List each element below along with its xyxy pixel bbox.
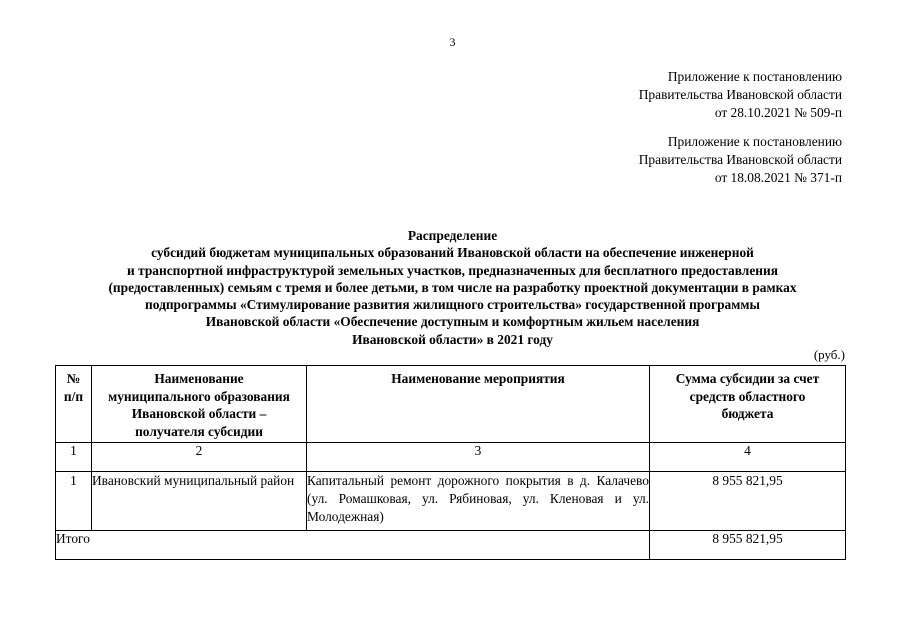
title-line: субсидий бюджетам муниципальных образований Ивановской области на обеспечение инженерной xyxy=(151,245,754,261)
appendix-line: Приложение к постановлению xyxy=(667,69,842,84)
total-amount: 8 955 821,95 xyxy=(650,531,846,560)
appendix-line: от 18.08.2021 № 371-п xyxy=(714,170,842,185)
table-row xyxy=(56,472,846,531)
appendix-line: от 28.10.2021 № 509-п xyxy=(714,105,842,120)
row-municipality: Ивановский муниципальный район xyxy=(92,472,307,531)
column-number-row xyxy=(56,443,846,472)
appendix-line: Правительства Ивановской области xyxy=(638,87,842,102)
document-title xyxy=(45,227,860,348)
appendix-line: Приложение к постановлению xyxy=(667,134,842,149)
row-activity: Капитальный ремонт дорожного покрытия в д. Калачево (ул. Ромашковая, ул. Рябиновая, ул. Кленовая и ул. Молодежная) xyxy=(307,472,650,531)
header-amount: Сумма субсидии за счет средств областного бюджета xyxy=(650,366,846,443)
column-number: 1 xyxy=(56,443,92,472)
title-line: подпрограммы «Стимулирование развития жилищного строительства» государственной программы xyxy=(145,297,760,313)
row-number: 1 xyxy=(56,472,92,531)
currency-units: (руб.) xyxy=(813,347,845,362)
subsidy-table xyxy=(55,365,846,560)
title-line: (предоставленных) семьям с тремя и более детьми, в том числе на разработку проектной документации в рамках xyxy=(108,279,797,295)
header-activity: Наименование мероприятия xyxy=(307,366,650,443)
column-number: 2 xyxy=(92,443,307,472)
row-amount: 8 955 821,95 xyxy=(650,472,846,531)
header-municipality: Наименование муниципального образования Ивановской области – получателя субсидии xyxy=(92,366,307,443)
column-number: 4 xyxy=(650,443,846,472)
total-row xyxy=(56,531,846,560)
appendix-note-original xyxy=(639,133,842,187)
title-line: Распределение xyxy=(407,228,498,243)
page-number: 3 xyxy=(449,35,456,49)
title-line: Ивановской области «Обеспечение доступным и комфортным жильем населения xyxy=(205,314,700,330)
title-line: и транспортной инфраструктурой земельных участков, предназначенных для бесплатного предоставления xyxy=(127,262,778,278)
total-label: Итого xyxy=(56,531,650,560)
column-number: 3 xyxy=(307,443,650,472)
title-line: Ивановской области» в 2021 году xyxy=(352,331,553,347)
table-header-row xyxy=(56,366,846,443)
header-number: № п/п xyxy=(56,366,92,443)
appendix-note-current xyxy=(639,68,842,122)
appendix-line: Правительства Ивановской области xyxy=(638,152,842,167)
